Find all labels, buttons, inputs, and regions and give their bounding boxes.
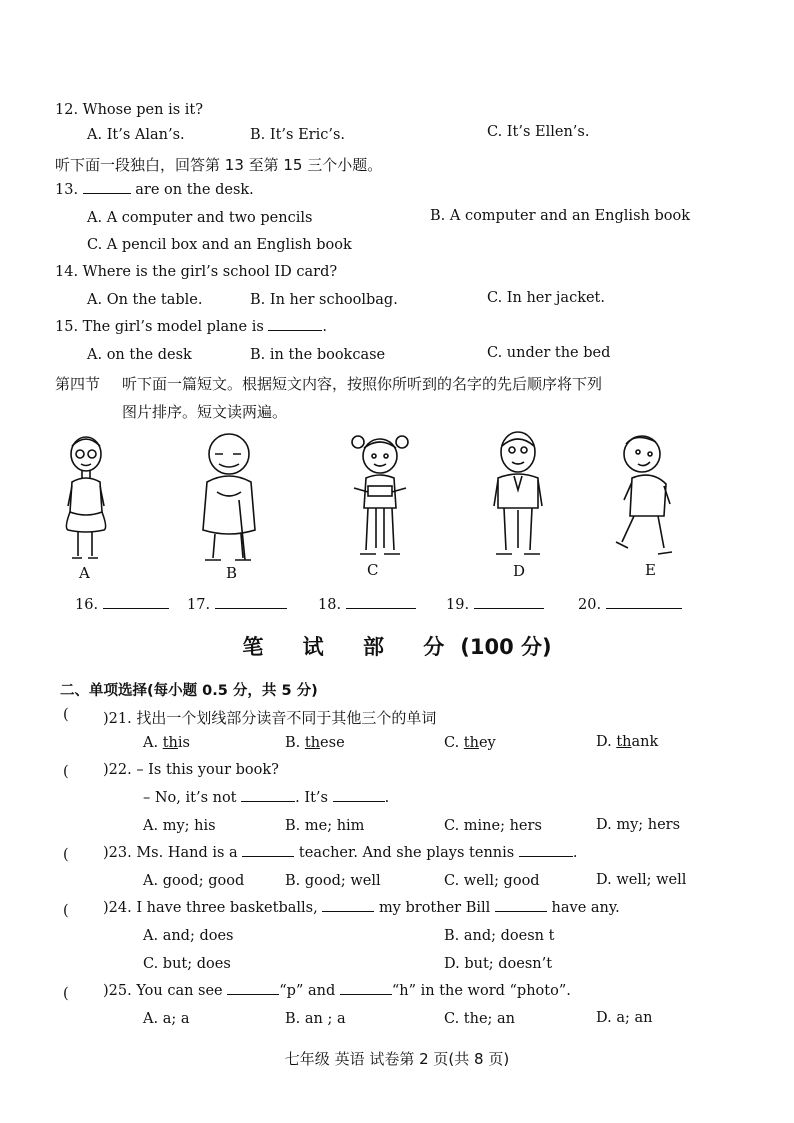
q24-blank-1 (322, 911, 374, 912)
picture-a-label: A (79, 564, 90, 582)
picture-d-label: D (513, 562, 526, 580)
q25-option-b: B. an ; a (285, 1011, 346, 1027)
answer-20[interactable]: 20. (578, 597, 682, 613)
q23-blank-1 (242, 856, 294, 857)
q23-option-c: C. well; good (444, 873, 540, 889)
written-section-title (0, 631, 794, 661)
q21-number: )21. (103, 711, 132, 727)
part2-header: 二、单项选择(每小题 0.5 分，共 5 分) (60, 683, 318, 699)
picture-e-boy (612, 430, 676, 558)
q15-stem-text: 15. The girl’s model plane is (55, 319, 264, 335)
q25-number: )25. (103, 983, 132, 999)
written-title-main: 笔 试 部 分 (242, 635, 461, 659)
q22-number: )22. (103, 762, 132, 778)
q25-paren[interactable]: ( (63, 986, 69, 1002)
q12-option-b: B. It’s Eric’s. (250, 127, 346, 143)
answer-17[interactable]: 17. (187, 597, 287, 613)
q14-stem: 14. Where is the girl’s school ID card? (55, 264, 338, 280)
picture-c-label: C (367, 561, 379, 579)
picture-e-label: E (645, 561, 656, 579)
q24-option-b: B. and; doesn t (444, 928, 555, 944)
q22-option-d: D. my; hers (596, 817, 681, 833)
instruction-13-15: 听下面一段独白，回答第 13 至第 15 三个小题。 (55, 156, 383, 174)
q22-line1 (103, 762, 279, 778)
q24-option-c: C. but; does (143, 956, 231, 972)
picture-b-old-man (195, 430, 267, 564)
answer-19[interactable]: 19. (446, 597, 544, 613)
q22-line2: – No, it’s not . It’s . (143, 790, 390, 806)
q15-stem (55, 319, 327, 335)
q12-stem: 12. Whose pen is it? (55, 102, 204, 118)
written-title-score: (100 分) (460, 635, 552, 659)
q21-stem-text: 找出一个划线部分读音不同于其他三个的单词 (136, 709, 437, 727)
q25-option-c: C. the; an (444, 1011, 516, 1027)
q21-option-d: D. thank (596, 734, 659, 750)
answer-16[interactable]: 16. (75, 597, 169, 613)
q21-stem (103, 707, 436, 728)
q24-option-a: A. and; does (143, 928, 234, 944)
q12-option-c: C. It’s Ellen’s. (487, 124, 590, 140)
q13-blank (83, 193, 131, 194)
q25-stem: )25. You can see “p” and “h” in the word “photo”. (103, 983, 571, 999)
q15-blank (268, 330, 322, 331)
q24-blank-2 (495, 911, 547, 912)
q23-stem: )23. Ms. Hand is a teacher. And she plays tennis . (103, 845, 578, 861)
q25-blank-2 (340, 994, 392, 995)
q21-option-a: A. this (143, 735, 190, 751)
q23-paren[interactable]: ( (63, 847, 69, 863)
q24-stem: )24. I have three basketballs, my brother Bill have any. (103, 900, 620, 916)
section4-instruction-line2: 图片排序。短文读两遍。 (122, 403, 288, 421)
picture-b-label: B (226, 564, 238, 582)
q23-option-d: D. well; well (596, 872, 687, 888)
q15-option-b: B. in the bookcase (250, 347, 386, 363)
q21-paren[interactable]: ( (63, 707, 69, 723)
q13-option-c: C. A pencil box and an English book (87, 237, 352, 253)
q15-option-a: A. on the desk (87, 347, 192, 363)
q12-option-a: A. It’s Alan’s. (87, 127, 185, 143)
picture-d-man (488, 428, 548, 558)
q22-option-c: C. mine; hers (444, 818, 542, 834)
picture-a-woman (58, 432, 114, 562)
q15-period: . (322, 319, 327, 335)
q22-option-b: B. me; him (285, 818, 365, 834)
q21-option-c: C. they (444, 735, 496, 751)
q22-paren[interactable]: ( (63, 764, 69, 780)
q13-option-b: B. A computer and an English book (430, 208, 690, 224)
q13-number: 13. (55, 182, 79, 198)
q25-option-a: A. a; a (143, 1011, 190, 1027)
q23-blank-2 (519, 856, 573, 857)
q25-option-d: D. a; an (596, 1010, 653, 1026)
answer-18[interactable]: 18. (318, 597, 416, 613)
q22-blank-2 (333, 801, 385, 802)
q14-option-a: A. On the table. (87, 292, 203, 308)
section4-label: 第四节 (55, 375, 101, 393)
q23-option-a: A. good; good (143, 873, 245, 889)
picture-c-girl (346, 430, 414, 560)
section4-instruction-line1: 听下面一篇短文。根据短文内容，按照你所听到的名字的先后顺序将下列 (122, 375, 603, 393)
q23-number: )23. (103, 845, 132, 861)
q21-option-b: B. these (285, 735, 345, 751)
q15-option-c: C. under the bed (487, 345, 611, 361)
q22-option-a: A. my; his (143, 818, 216, 834)
q13-option-a: A. A computer and two pencils (87, 210, 313, 226)
q22-line1-text: – Is this your book? (136, 762, 279, 778)
q13-stem (55, 182, 254, 198)
page-footer: 七年级 英语 试卷第 2 页(共 8 页) (284, 1050, 510, 1068)
q24-option-d: D. but; doesn’t (444, 956, 553, 972)
q24-paren[interactable]: ( (63, 903, 69, 919)
q13-stem-text: are on the desk. (135, 182, 254, 198)
q24-number: )24. (103, 900, 132, 916)
q22-blank-1 (241, 801, 295, 802)
q25-blank-1 (227, 994, 279, 995)
q14-option-c: C. In her jacket. (487, 290, 605, 306)
q14-option-b: B. In her schoolbag. (250, 292, 398, 308)
q23-option-b: B. good; well (285, 873, 381, 889)
